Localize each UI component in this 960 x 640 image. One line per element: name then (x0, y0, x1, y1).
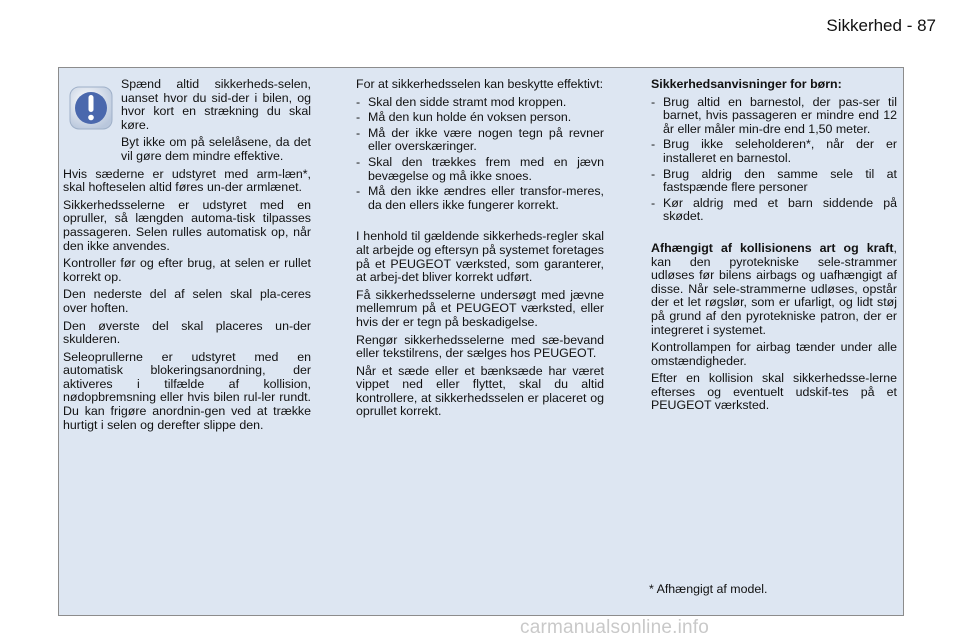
paragraph: I henhold til gældende sikkerheds-regler skal alt arbejde og eftersyn på systemet foretages på et PEUGEOT værksted, som garanterer, at arbej-det bliver korrekt udført. (356, 229, 604, 285)
warning-text: Spænd altid sikkerheds-selen, uanset hvor du sid-der i bilen, og hvor kort en strækning du skal køre. (121, 77, 311, 132)
column-3 (651, 78, 897, 417)
paragraph: Få sikkerhedsselerne undersøgt med jævne mellemrum på et PEUGEOT værksted, eller hvis der er tegn på beskadigelse. (356, 287, 604, 329)
paragraph: Rengør sikkerhedsselerne med sæ-bevand eller tekstilrens, der sælges hos PEUGEOT. (356, 332, 604, 361)
collision-text: , kan den pyrotekniske sele-strammer udløses før bilens airbags og uafhængigt af disse. Når sele-strammerne udløses, opstår der et let røgslør, som er ufarligt, og lidt støj på grund af den pyrotekniske patron, der er integreret i systemet. (651, 240, 897, 337)
bullet-item: - Må den ikke ændres eller transfor-meres, da den ellers ikke fungerer korrekt. (356, 185, 604, 212)
bullet-item: - Skal den sidde stramt mod kroppen. (356, 96, 604, 110)
bullet-item: - Brug aldrig den samme sele til at fastspænde flere personer (651, 168, 897, 195)
children-heading: Sikkerhedsanvisninger for børn: (651, 77, 842, 91)
collision-heading: Afhængigt af kollisionens art og kraft (651, 240, 894, 255)
bullet-item: - Kør aldrig med et barn siddende på skødet. (651, 197, 897, 224)
paragraph: Efter en kollision skal sikkerhedsse-lerne efterses og eventuelt udskif-tes på et PEUGEOT værksted. (651, 371, 897, 413)
content-panel (58, 67, 904, 616)
watermark: carmanualsonline.info (520, 617, 710, 638)
warning-icon (69, 86, 113, 130)
bullet-item: - Må den kun holde én voksen person. (356, 111, 604, 125)
bullet-item: - Brug ikke seleholderen*, når der er installeret en barnestol. (651, 138, 897, 165)
column-1 (63, 78, 311, 436)
column-2 (356, 78, 604, 423)
paragraph: Hvis sæderne er udstyret med arm-læn*, skal hofteselen altid føres un-der armlænet. (63, 166, 311, 195)
collision-paragraph (651, 242, 897, 337)
paragraph: Kontrollampen for airbag tænder under alle omstændigheder. (651, 340, 897, 368)
paragraph: Når et sæde eller et bænksæde har været vippet ned eller flyttet, skal du altid kontrollere, at sikkerhedsselen er placeret og oprullet korrekt. (356, 363, 604, 419)
bullet-item: - Skal den trækkes frem med en jævn bevægelse og må ikke snoes. (356, 156, 604, 183)
paragraph: Den øverste del skal placeres un-der skulderen. (63, 318, 311, 347)
paragraph: Kontroller før og efter brug, at selen er rullet korrekt op. (63, 256, 311, 284)
warning-text: Byt ikke om på selelåsene, da det vil gøre dem mindre effektive. (121, 135, 311, 163)
warning-box (63, 78, 311, 168)
intro-text: For at sikkerhedsselen kan beskytte effektivt: (356, 77, 604, 91)
paragraph: Den nederste del af selen skal pla-ceres over hoften. (63, 287, 311, 315)
page-header: Sikkerhed - 87 (826, 16, 936, 35)
footnote: * Afhængigt af model. (649, 582, 768, 596)
paragraph: Sikkerhedsselerne er udstyret med en opruller, så længden automa-tisk tilpasses passageren. Selen rulles automatisk op, når den ikke anvendes. (63, 197, 311, 253)
bullet-item: - Må der ikke være nogen tegn på revner eller overskæringer. (356, 127, 604, 154)
bullet-item: - Brug altid en barnestol, der pas-ser til barnet, hvis passageren er mindre end 12 år eller måler min-dre end 1,50 meter. (651, 96, 897, 137)
paragraph: Seleoprullerne er udstyret med en automatisk blokeringsanordning, der aktiveres i tilfælde af kollision, nødopbremsning eller hvis bilen rul-ler rundt. Du kan frigøre anordnin-gen ved at trække hurtigt i selen og derefter slippe den. (63, 349, 311, 432)
